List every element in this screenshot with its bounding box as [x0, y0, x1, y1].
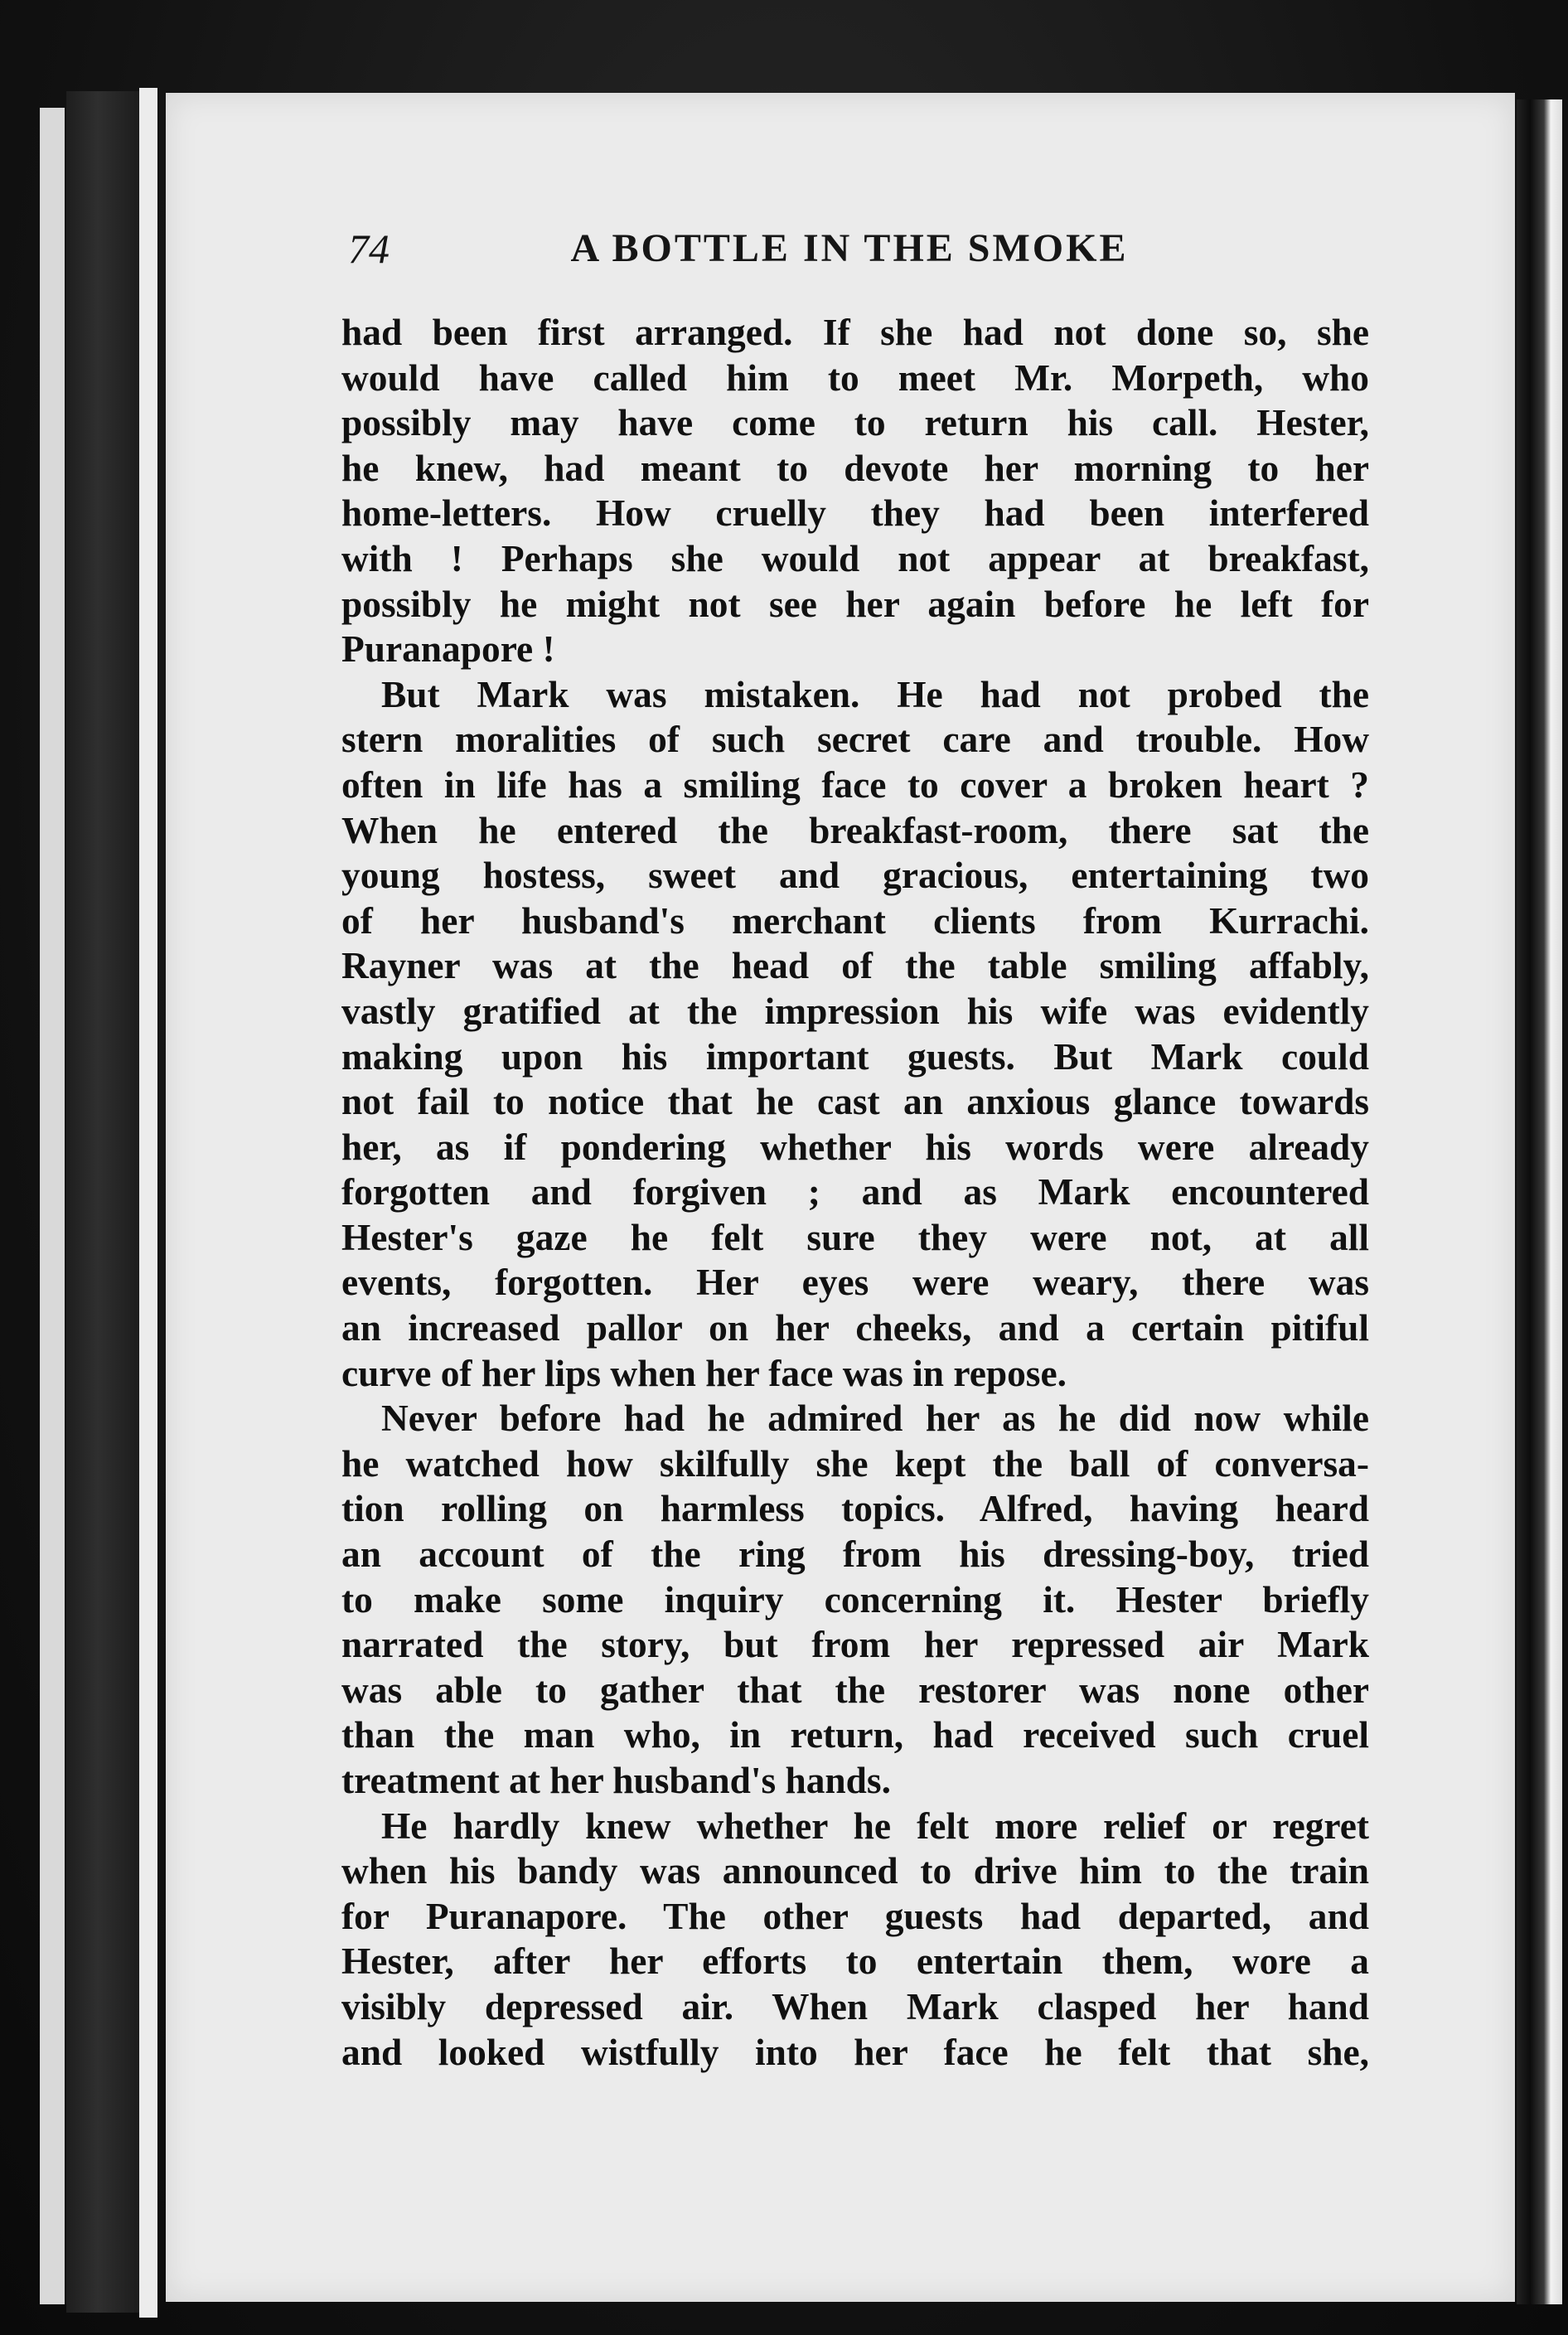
- text-line: forgotten and forgiven ; and as Mark encountered: [341, 1171, 1369, 1214]
- text-line: treatment at her husband's hands.: [341, 1760, 891, 1801]
- page-stack-edge: [139, 88, 157, 2318]
- text-line: to make some inquiry concerning it. Hester briefly: [341, 1578, 1369, 1620]
- text-line: He hardly knew whether he felt more relief or regret: [381, 1805, 1369, 1847]
- text-line: was able to gather that the restorer was none other: [341, 1669, 1369, 1711]
- text-line: narrated the story, but from her repressed air Mark: [341, 1624, 1369, 1666]
- text-line: her, as if pondering whether his words were already: [341, 1126, 1369, 1168]
- running-title: A BOTTLE IN THE SMOKE: [570, 226, 1129, 270]
- text-line: for Puranapore. The other guests had departed, and: [341, 1895, 1369, 1937]
- text-line: visibly depressed air. When Mark clasped her hand: [341, 1985, 1369, 2027]
- text-line: an account of the ring from his dressing-boy, tried: [341, 1533, 1369, 1576]
- text-line: Puranapore !: [341, 628, 555, 671]
- book-page: [166, 93, 1515, 2302]
- text-line: home-letters. How cruelly they had been interfered: [341, 492, 1369, 535]
- text-line: But Mark was mistaken. He had not probed the: [381, 673, 1369, 715]
- text-line: an increased pallor on her cheeks, and a certain pitiful: [341, 1307, 1369, 1349]
- text-line: vastly gratified at the impression his wife was evidently: [341, 990, 1369, 1032]
- text-line: Never before had he admired her as he did now while: [381, 1398, 1369, 1440]
- text-line: had been first arranged. If she had not done so, she: [341, 312, 1369, 353]
- text-line: stern moralities of such secret care and trouble. How: [341, 719, 1369, 761]
- text-line: of her husband's merchant clients from Kurrachi.: [341, 899, 1369, 942]
- text-line: and looked wistfully into her face he felt that she,: [341, 2031, 1369, 2073]
- body-text: [341, 310, 1369, 2075]
- text-line: Hester, after her efforts to entertain them, wore a: [341, 1940, 1369, 1983]
- facing-page-edge: [1517, 99, 1562, 2304]
- text-line: with ! Perhaps she would not appear at breakfast,: [341, 537, 1369, 579]
- text-line: Rayner was at the head of the table smiling affably,: [341, 945, 1369, 987]
- text-line: would have called him to meet Mr. Morpeth, who: [341, 356, 1369, 399]
- text-line: making upon his important guests. But Mark could: [341, 1035, 1369, 1078]
- book-cover-edge: [40, 108, 65, 2304]
- page-number: 74: [348, 225, 390, 272]
- text-line: When he entered the breakfast-room, there sat the: [341, 809, 1369, 851]
- text-line: Hester's gaze he felt sure they were not, at all: [341, 1216, 1369, 1258]
- text-line: when his bandy was announced to drive him to the train: [341, 1850, 1369, 1892]
- text-line: than the man who, in return, had received such cruel: [341, 1714, 1369, 1756]
- text-line: possibly he might not see her again before he left for: [341, 583, 1369, 625]
- text-line: events, forgotten. Her eyes were weary, there was: [341, 1262, 1369, 1304]
- text-line: tion rolling on harmless topics. Alfred, having heard: [341, 1488, 1369, 1530]
- running-head: [348, 216, 1351, 282]
- text-line: he watched how skilfully she kept the ball of conversa-: [341, 1442, 1369, 1485]
- text-line: not fail to notice that he cast an anxious glance towards: [341, 1081, 1369, 1123]
- text-line: he knew, had meant to devote her morning to her: [341, 447, 1369, 489]
- text-line: young hostess, sweet and gracious, entertaining two: [341, 855, 1369, 897]
- text-line: often in life has a smiling face to cover a broken heart ?: [341, 763, 1369, 806]
- book-spine: [66, 91, 145, 2313]
- text-line: possibly may have come to return his call. Hester,: [341, 402, 1369, 444]
- text-line: curve of her lips when her face was in repose.: [341, 1352, 1067, 1394]
